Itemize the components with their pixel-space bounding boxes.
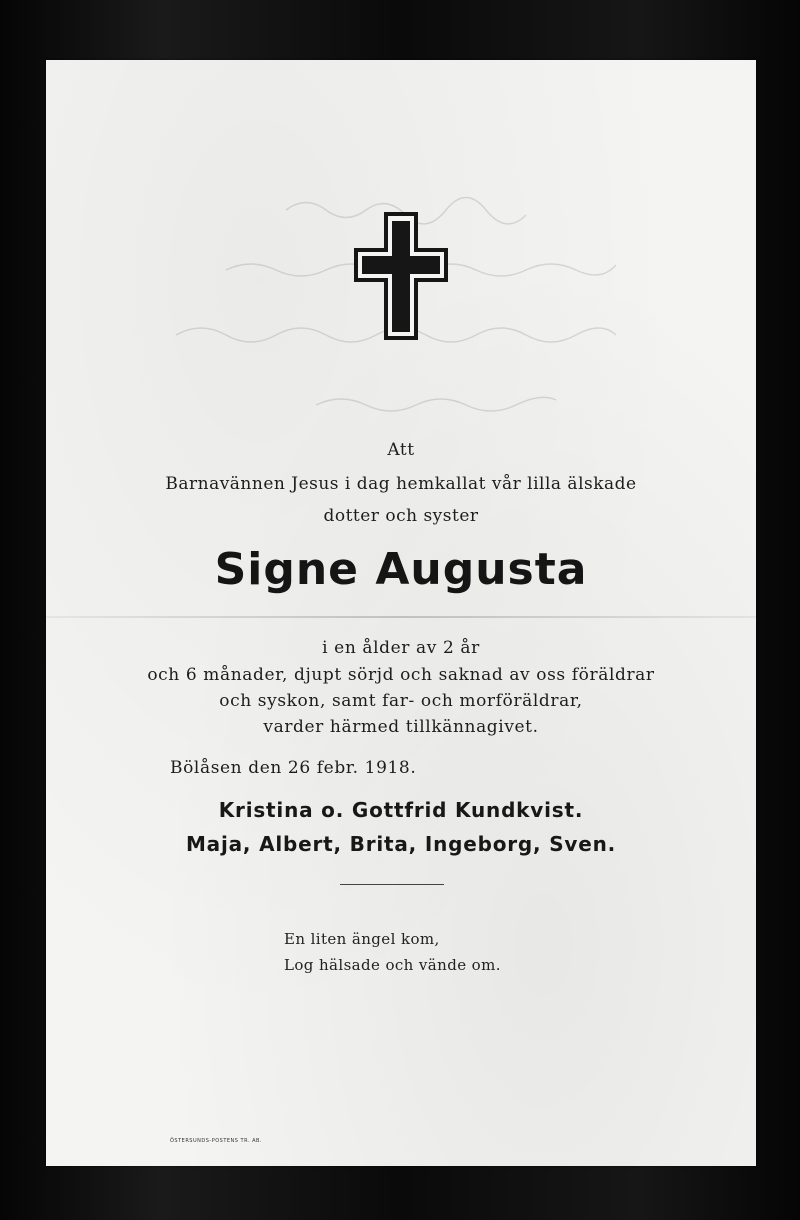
verse-line-2: Log hälsade och vände om. [284,956,501,974]
fold-crease [46,616,756,618]
cross-icon [354,212,448,340]
place-date: Bölåsen den 26 febr. 1918. [170,758,417,778]
verse-line-1: En liten ängel kom, [284,930,440,948]
body-line-3: och syskon, samt far- och morföräldrar, [219,691,583,711]
signatories-siblings: Maja, Albert, Brita, Ingeborg, Sven. [185,832,617,856]
memorial-notice [46,60,756,1166]
body-line-2: och 6 månader, djupt sörjd och saknad av oss föräldrar [147,665,655,685]
body-line-4: varder härmed tillkännagivet. [263,717,539,737]
body-line-1: i en ålder av 2 år [322,638,480,658]
signatories-parents: Kristina o. Gottfrid Kundkvist. [218,798,584,822]
printer-imprint: ÖSTERSUNDS-POSTENS TR. AB. [170,1138,263,1144]
intro-line-3: dotter och syster [323,506,479,526]
divider [340,884,444,885]
intro-line-1: Att [387,440,415,460]
deceased-name: Signe Augusta [214,544,588,595]
intro-line-2: Barnavännen Jesus i dag hemkallat vår lilla älskade [165,474,637,494]
